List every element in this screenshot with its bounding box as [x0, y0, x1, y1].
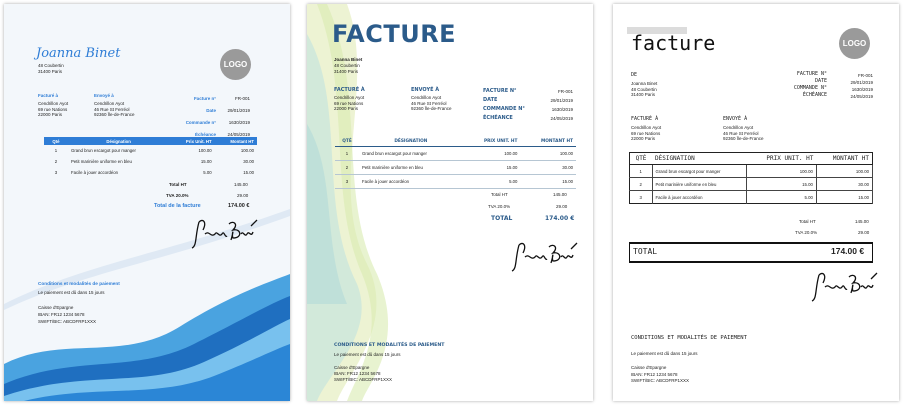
invoice-template-blue-waves[interactable] — [4, 4, 290, 401]
grand-total-value: 174.00 € — [831, 246, 865, 256]
conditions-title: CONDITIONS ET MODALITÉS DE PAIEMENT — [631, 335, 747, 341]
total-ht-value: 145.00 — [855, 219, 869, 224]
conditions-text: Le paiement est dû dans 15 jours — [631, 351, 698, 356]
billed-to-label: FACTURÉ À — [334, 87, 365, 93]
invoice-meta-values: FR-001 29/01/2019 1630/2019 24/05/2019 — [550, 89, 573, 121]
tva-value: 29.00 — [858, 230, 870, 235]
sent-to-label: ENVOYÉ À — [723, 116, 748, 122]
sent-to-label: ENVOYÉ À — [411, 87, 440, 93]
table-row: 3 Facile à jouer accordéon 5.00 15.00 — [335, 175, 576, 189]
billed-to-address: Cendrillon Ayot 69 rue Nations 22000 Paris — [631, 125, 662, 142]
sender-address: 48 Coubertin 31400 Paris — [334, 63, 360, 74]
signature-image — [509, 239, 579, 275]
table-row: 2 Petit marinière uniforme en bleu 15.00 30.00 — [630, 178, 873, 191]
grand-total-label: TOTAL — [633, 247, 658, 256]
logo-placeholder: LOGO — [220, 49, 251, 80]
sender-name: Joanna Binet — [36, 46, 121, 61]
tva-label: TVA 20.0% — [488, 204, 511, 209]
invoice-template-green-ribbons[interactable] — [307, 4, 593, 401]
total-ht-label: Total HT — [491, 192, 508, 197]
total-ht-value: 145.00 — [553, 192, 567, 197]
conditions-text: Le paiement est dû dans 15 jours — [38, 290, 105, 295]
items-table: Qté Désignation Prix Unit. HT Montant HT 1 Grand brun escargot pour manger 100.00 100.00 2 Petit marinière uniforme en bleu 15.00 30.00 3 Facile à jouer accordéon 5.00 15.00 — [44, 137, 257, 178]
tva-value: 29.00 — [556, 204, 568, 209]
billed-to-label: FACTURÉ À — [631, 116, 659, 122]
conditions-title: CONDITIONS ET MODALITÉS DE PAIEMENT — [334, 343, 445, 348]
total-ht-label: Total HT — [169, 182, 187, 187]
tva-label: TVA 20.0% — [795, 230, 818, 235]
table-row: 3 Facile à jouer accordéon 5.00 15.00 — [54, 170, 254, 175]
sent-to-address: Cendrillon Ayot 46 Rue St Ferréol 92360 Île-de-France — [94, 101, 135, 118]
table-row: 1 Grand brun escargot pour manger 100.00 100.00 — [630, 165, 873, 178]
document-title: FACTURE — [332, 20, 457, 48]
from-label: DE — [631, 72, 638, 78]
sender-name: Joanna Binet — [334, 57, 363, 62]
document-title: facture — [631, 31, 716, 55]
invoice-meta-labels: Facture n° Date Commande n° Échéance — [185, 96, 216, 137]
billed-to-address: Cendrillon Ayot 69 rue Nations 22000 Paris — [334, 95, 365, 112]
bank-details: Caisse d'Epargne IBAN: FR12 1234 5678 SWIFT/BIC: ABCDFRP1XXX — [38, 305, 97, 324]
invoice-template-typewriter[interactable] — [613, 4, 899, 401]
table-row: 1 Grand brun escargot pour manger 100.00 100.00 — [54, 148, 254, 153]
invoice-meta-labels: FACTURE N° DATE COMMANDE N° ÉCHÉANCE — [483, 88, 525, 121]
invoice-meta-labels: FACTURE N° DATE COMMANDE N° ÉCHÉANCE — [793, 71, 827, 98]
grand-total-label: Total de la facture — [154, 203, 201, 209]
sender-address: 48 Coubertin 31400 Paris — [38, 63, 64, 74]
billed-to-label: Facturé à — [38, 93, 59, 98]
grand-total-value: 174.00 € — [545, 215, 575, 222]
table-row: 3 Facile à jouer accordéon 5.00 15.00 — [630, 191, 873, 204]
logo-placeholder: LOGO — [839, 28, 870, 59]
sent-to-address: Cendrillon Ayot 46 Rue St Ferréol 92360 Île-de-France — [723, 125, 764, 142]
tva-value: 29.00 — [237, 193, 249, 198]
bank-details: Caisse d'Epargne IBAN: FR12 1234 5678 SWIFT/BIC: ABCDFRP1XXX — [334, 365, 393, 382]
signature-image — [189, 216, 259, 252]
sent-to-label: Envoyé à — [94, 93, 114, 98]
signature-image — [809, 269, 879, 305]
invoice-meta-values: FR-001 29/01/2019 1630/2019 24/05/2019 — [850, 73, 873, 99]
items-table: QTÉ DÉSIGNATION PRIX UNIT. HT MONTANT HT 1 Grand brun escargot pour manger 100.00 100.00 2 Petit marinière uniforme en bleu 15.00 30.00 3 Facile à jouer accordéon 5.00 15.00 — [335, 137, 576, 189]
total-ht-label: Total HT — [799, 219, 816, 224]
table-row: 1 Grand brun escargot pour manger 100.00 100.00 — [335, 147, 576, 161]
tva-label: TVA 20.0% — [166, 193, 189, 198]
conditions-text: Le paiement est dû dans 15 jours — [334, 352, 401, 357]
grand-total-label: TOTAL — [491, 215, 513, 222]
table-row: 2 Petit marinière uniforme en bleu 15.00 30.00 — [54, 159, 254, 164]
sender-address: Joanna Binet 48 Coubertin 31400 Paris — [631, 81, 658, 98]
items-table: QTÉ DÉSIGNATION PRIX UNIT. HT MONTANT HT 1 Grand brun escargot pour manger 100.00 100.00 2 Petit marinière uniforme en bleu 15.00 30.00 3 Facile à jouer accordéon 5.00 15.00 — [629, 152, 873, 204]
table-row: 2 Petit marinière uniforme en bleu 15.00 30.00 — [335, 161, 576, 175]
sent-to-address: Cendrillon Ayot 46 Rue St Ferréol 92360 Île-de-France — [411, 95, 452, 112]
invoice-meta-values: FR-001 29/01/2019 1630/2019 24/05/2019 — [227, 96, 250, 137]
grand-total-value: 174.00 € — [228, 203, 250, 209]
total-ht-value: 145.00 — [234, 182, 248, 187]
billed-to-address: Cendrillon Ayot 69 rue Nations 22000 Paris — [38, 101, 69, 118]
conditions-title: Conditions et modalités de paiement — [38, 281, 120, 286]
bank-details: Caisse d'Epargne IBAN: FR12 1234 5678 SWIFT/BIC: ABCDFRP1XXX — [631, 365, 690, 383]
